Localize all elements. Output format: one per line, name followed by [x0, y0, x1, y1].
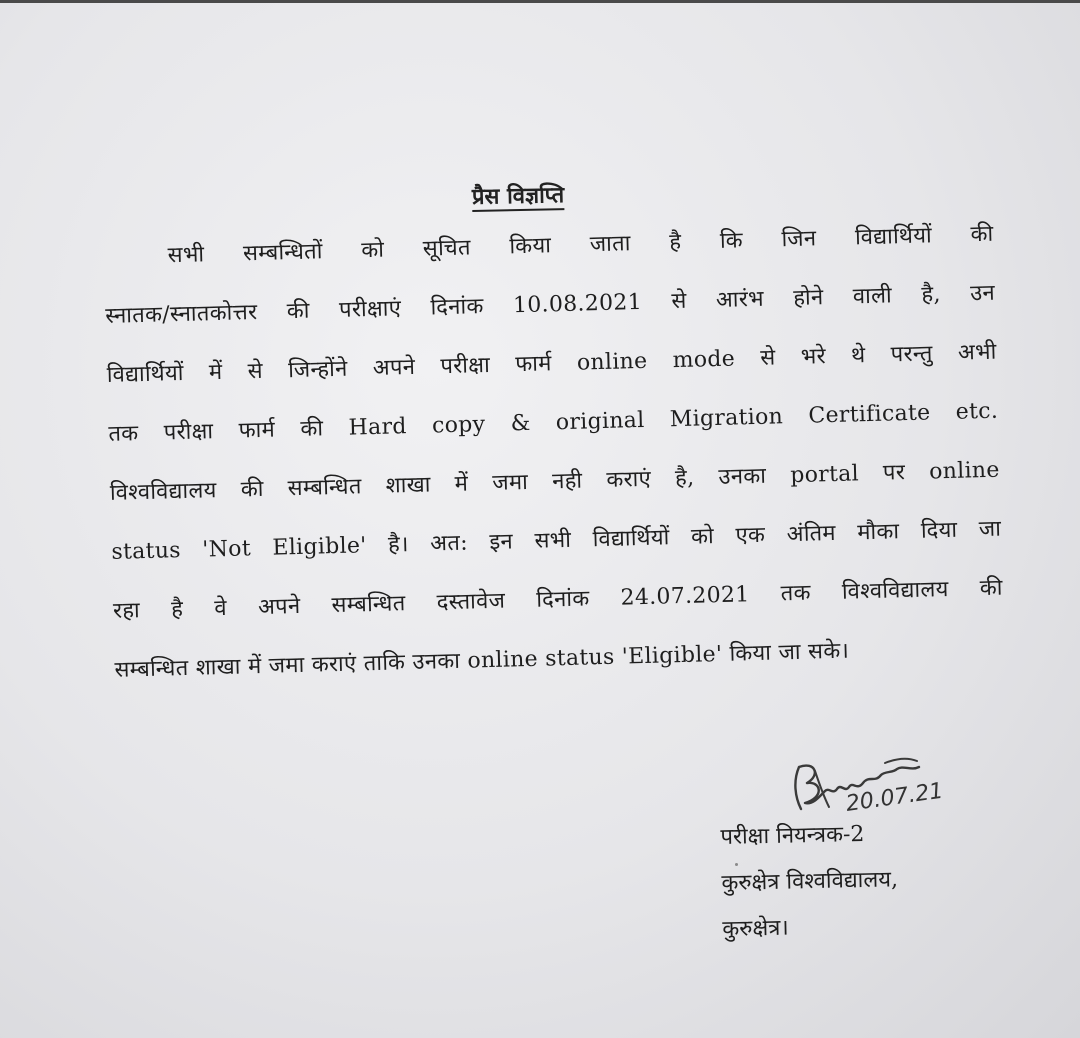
notice-title: प्रैस विज्ञप्ति [471, 182, 565, 210]
signatory-city: कुरुक्षेत्र। [722, 915, 789, 942]
press-release-paper [0, 3, 1080, 1038]
notice-line: स्नातक/स्नातकोत्तर की परीक्षाएं दिनांक 10.08.2021 से आरंभ होने वाली है, उन [104, 280, 996, 329]
notice-line: तक परीक्षा फार्म की Hard copy & original Migration Certificate etc. [108, 398, 999, 447]
signatory-university: कुरुक्षेत्र विश्वविद्यालय, [721, 867, 899, 896]
signatory-block [720, 811, 899, 953]
notice-body [103, 205, 1005, 700]
notice-line: सभी सम्बन्धितों को सूचित किया जाता है कि जिन विद्यार्थियों की [167, 221, 994, 269]
notice-line: रहा है वे अपने सम्बन्धित दस्तावेज दिनांक 24.07.2021 तक विश्वविद्यालय की [112, 575, 1004, 624]
paper-speck [735, 863, 738, 866]
notice-line: विश्वविद्यालय की सम्बन्धित शाखा में जमा नही कराएं है, उनका portal पर online [109, 457, 1000, 506]
notice-line: सम्बन्धित शाखा में जमा कराएं ताकि उनका online status 'Eligible' किया जा सके। [114, 638, 850, 683]
signature-date: 20.07.21 [844, 778, 945, 817]
signatory-designation: परीक्षा नियन्त्रक-2 [720, 821, 865, 850]
notice-line: विद्यार्थियों में से जिन्होंने अपने परीक्षा फार्म online mode से भरे थे परन्तु अभी [106, 339, 997, 388]
notice-line: status 'Not Eligible' है। अत: इन सभी विद्यार्थियों को एक अंतिम मौका दिया जा [111, 516, 1002, 565]
